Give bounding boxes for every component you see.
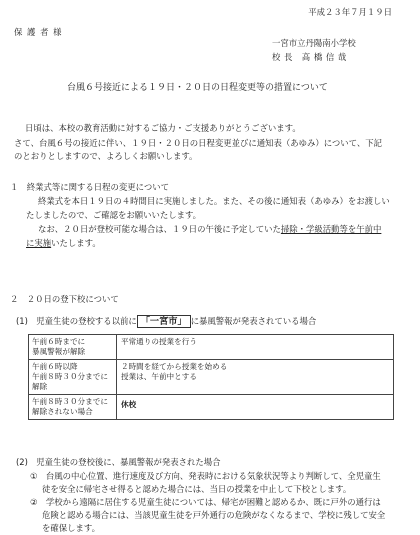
condition-text: 午前８時３０分までに: [32, 372, 108, 381]
section-1-underlined-text-cont: に実施: [26, 238, 52, 248]
intro-line-3: のとおりとしますので、よろしくお願いします。: [14, 151, 198, 161]
condition-text: 暴風警報が解除: [32, 347, 86, 356]
principal-name: 校 長 高 橋 信 哉: [272, 52, 347, 62]
document-date: 平成２３年７月１９日: [308, 7, 392, 17]
condition-text: 午前６時までに: [32, 337, 86, 346]
subsection-2-heading: (2) 児童生徒の登校後に、暴風警報が発表された場合: [16, 457, 221, 467]
intro-line-1: 日頃は、本校の教育活動に対するご協力・ご支援ありがとうございます。: [25, 123, 301, 133]
table-row: [29, 335, 394, 360]
table-row: [29, 360, 394, 395]
action-text: 休校: [121, 400, 137, 409]
condition-text: 解除: [32, 382, 48, 391]
action-cell: [117, 360, 394, 395]
school-name: 一宮市立丹陽南小学校: [272, 38, 356, 48]
subsection-1-heading: [16, 315, 316, 328]
action-text: 平常通りの授業を行う: [121, 337, 197, 346]
section-1-body-line-2: たしましたので、ご確認をお願いいたします。: [26, 210, 202, 220]
intro-line-2: さて、台風６号の接近に伴い、１９日・２０日の日程変更並びに通知表（あゆみ）について、下記: [14, 138, 382, 148]
section-2-heading: ２ ２０日の登下校について: [10, 294, 119, 304]
subsection-1-heading-pre: (1) 児童生徒の登校する以前に: [16, 316, 137, 326]
warning-schedule-table: [28, 334, 394, 420]
item-2-line-1: ② 学校から遠隔に居住する児童生徒については、帰宅が困難と認めるか、既に戸外の通行は: [30, 497, 381, 507]
subsection-1-heading-post: に暴風警報が発表されている場合: [190, 316, 317, 326]
condition-text: 解除されない場合: [32, 407, 93, 416]
section-1-body-line-4-text: いたします。: [51, 238, 101, 248]
condition-cell: [29, 335, 117, 360]
section-1-underlined-text: 掃除・学級活動等を午前中: [280, 224, 382, 234]
item-1-line-1: ① 台風の中心位置、進行速度及び方向、発表時における気象状況等より判断して、全児童生: [30, 471, 381, 481]
recipient-line: 保 護 者 様: [14, 27, 63, 37]
condition-text: 午前６時以降: [32, 362, 78, 371]
section-1-body-line-3-text: なお、２０日が登校可能な場合は、１９日の午後に予定していた: [38, 224, 281, 234]
section-1-body-line-4: [26, 238, 101, 249]
action-cell: [117, 395, 394, 420]
table-row: [29, 395, 394, 420]
section-1-heading: １ 終業式等に関する日程の変更について: [10, 182, 169, 192]
item-2-line-3: を確保します。: [42, 523, 100, 533]
action-text: ２時間を経てから授業を始める: [121, 362, 228, 371]
section-1-body-line-3: [38, 224, 381, 235]
condition-cell: [29, 360, 117, 395]
section-1-body-line-1: 終業式を本日１９日の４時間目に実施しました。また、その後に通知表（あゆみ）をお渡しい: [38, 196, 390, 206]
condition-text: 午前８時３０分までに: [32, 397, 108, 406]
action-text: 授業は、午前中とする: [121, 372, 197, 381]
item-2-line-2: 危険と認める場合には、当該児童生徒を戸外通行の危険がなくなるまで、学校に残して安全: [42, 510, 386, 520]
city-name-boxed: 「一宮市」: [137, 315, 191, 328]
condition-cell: [29, 395, 117, 420]
action-cell: [117, 335, 394, 360]
notice-title: 台風６号接近による１９日・２０日の日程変更等の措置について: [67, 83, 328, 93]
item-1-line-2: 徒を安全に帰宅させ得ると認めた場合には、当日の授業を中止して下校とします。: [42, 484, 352, 494]
